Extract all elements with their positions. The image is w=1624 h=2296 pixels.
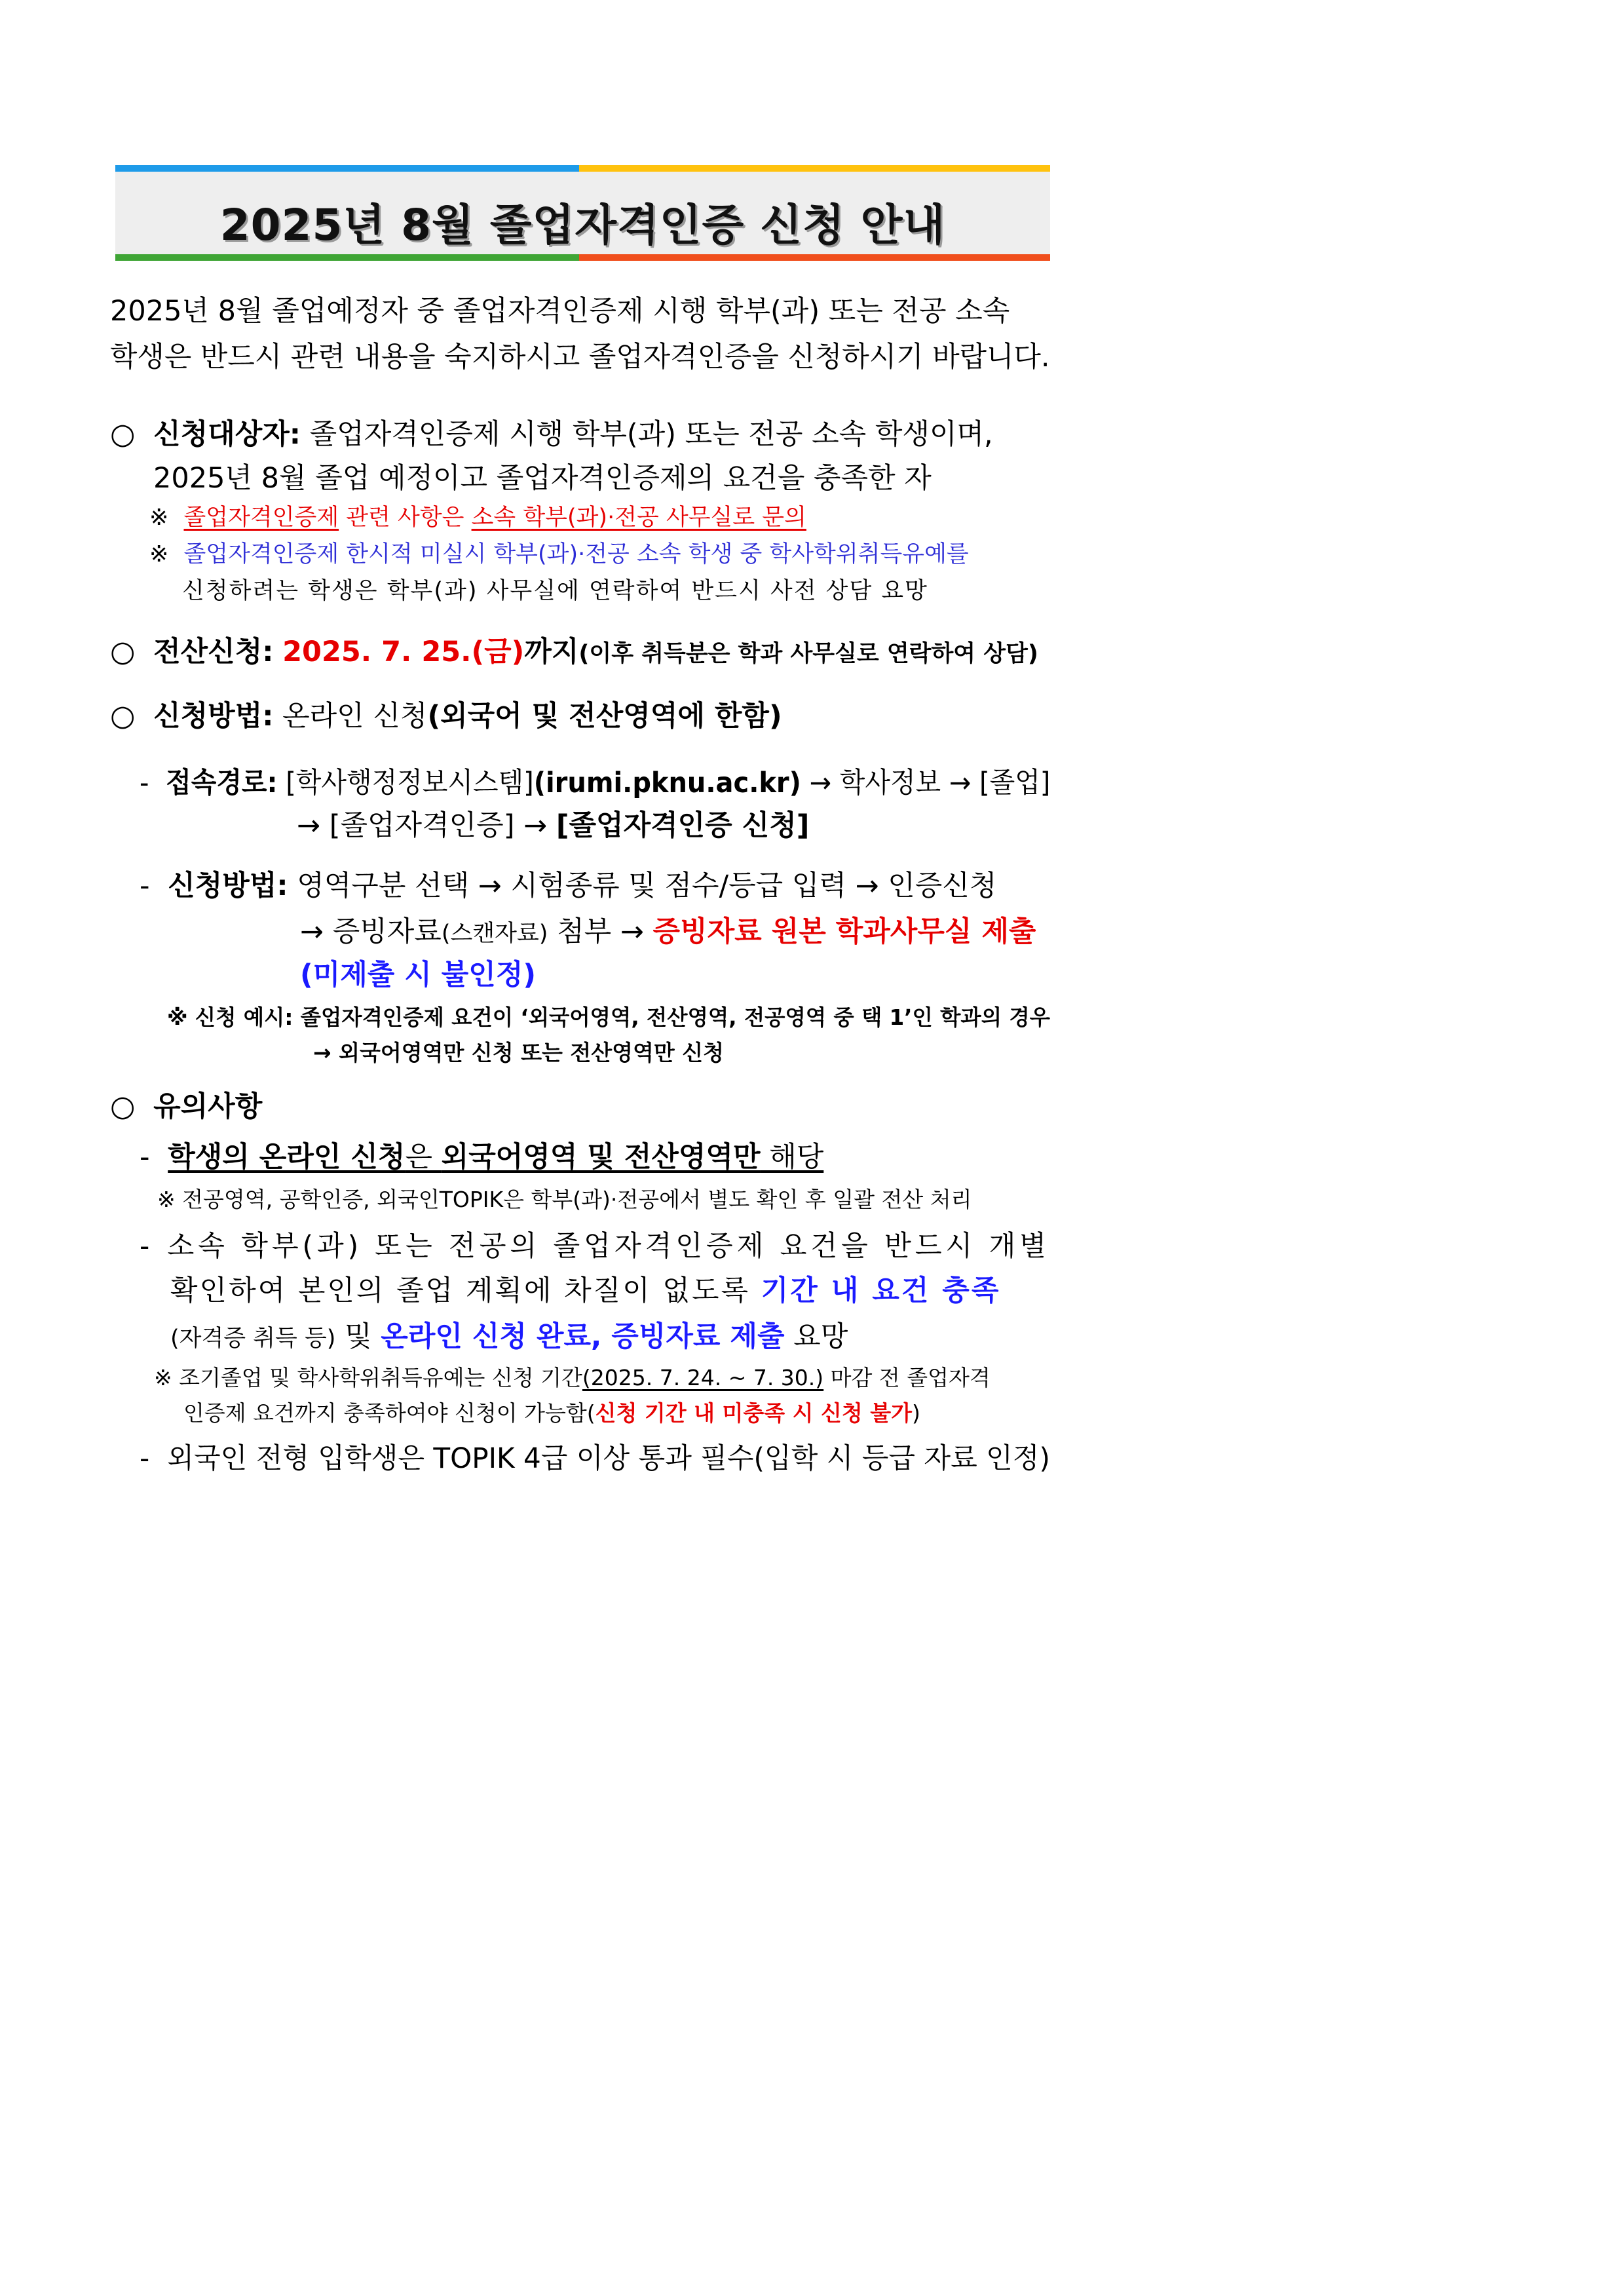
bullet-circle-icon: ○ <box>110 417 136 451</box>
page-title: 2025년 8월 졸업자격인증 신청 안내 <box>219 200 946 250</box>
procedure-evidence: → 증빙자료 <box>300 915 442 948</box>
notice-note-2-period: (2025. 7. 24. ~ 7. 30.) <box>582 1365 824 1390</box>
notice-note-1: ※ 전공영역, 공학인증, 외국인TOPIK은 학부(과)·전공에서 별도 확인 후 일괄 전산 처리 <box>157 1187 972 1212</box>
notice-item-2-line-3 <box>170 1317 848 1356</box>
notice-note-2-line-1 <box>154 1363 991 1393</box>
notice-item-2-small: (자격증 취득 등) <box>170 1326 336 1352</box>
procedure-label: 신청방법: <box>168 870 288 902</box>
access-path-1: → 학사정보 → [졸업] <box>809 767 1051 799</box>
notice-note-2-a: ※ 조기졸업 및 학사학위취득유예는 신청 기간 <box>154 1365 582 1390</box>
deadline-bullet <box>110 632 1038 672</box>
target-note-2-line2: 신청하려는 학생은 학부(과) 사무실에 연락하여 반드시 사전 상담 요망 <box>182 578 928 604</box>
procedure-line-2 <box>300 912 1036 951</box>
target-text-2: 2025년 8월 졸업 예정이고 졸업자격인증제의 요건을 충족한 자 <box>153 462 932 495</box>
notice-note-2-red: 신청 기간 내 미충족 시 신청 불가 <box>595 1400 912 1426</box>
notice-bullet <box>110 1087 262 1126</box>
method-paren: (외국어 및 전산영역에 한함) <box>427 700 782 733</box>
notice-item-1-b: 은 <box>405 1141 442 1174</box>
target-note-1-a: 졸업자격인증제 <box>183 505 339 531</box>
notice-item-2-line-1 <box>140 1227 1050 1266</box>
notice-item-2-line-2 <box>170 1271 1000 1311</box>
target-note-2-line1: 졸업자격인증제 한시적 미실시 학부(과)·전공 소속 학생 중 학사학위취득유예를 <box>183 541 969 567</box>
target-text-1: 졸업자격인증제 시행 학부(과) 또는 전공 소속 학생이며, <box>309 418 993 451</box>
deadline-date: 2025. 7. 25.(금) <box>282 636 525 668</box>
access-label: 접속경로: <box>166 767 278 799</box>
notice-label: 유의사항 <box>153 1090 263 1123</box>
notice-item-2-text-2: 확인하여 본인의 졸업 계획에 차질이 없도록 <box>170 1274 761 1307</box>
notice-item-2-blue-1: 기간 내 요건 충족 <box>761 1274 1001 1307</box>
procedure-attach: 첨부 → <box>548 915 653 948</box>
dash: - <box>140 767 149 799</box>
target-note-1 <box>149 502 806 533</box>
notice-item-2-text-1: 소속 학부(과) 또는 전공의 졸업자격인증제 요건을 반드시 개별 <box>167 1230 1050 1263</box>
note-mark-icon: ※ <box>149 505 169 531</box>
access-url: (irumi.pknu.ac.kr) <box>533 767 801 799</box>
target-note-2 <box>149 539 969 570</box>
intro-line-2: 학생은 반드시 관련 내용을 숙지하시고 졸업자격인증을 신청하시기 바랍니다. <box>110 341 1050 373</box>
deadline-suffix: 까지 <box>524 636 579 668</box>
notice-note-2-line-2 <box>183 1398 920 1428</box>
procedure-submit: 증빙자료 원본 학과사무실 제출 <box>652 915 1036 948</box>
access-path-2: → [졸업자격인증] → <box>297 809 556 842</box>
deadline-label: 전산신청: <box>153 636 274 668</box>
target-note-1-b: 관련 사항은 <box>339 505 472 531</box>
notice-item-3 <box>140 1439 1050 1478</box>
notice-item-2-end: 요망 <box>784 1320 848 1353</box>
dash: - <box>140 1141 150 1174</box>
example-line-1: ※ 신청 예시: 졸업자격인증제 요건이 ‘외국어영역, 전산영역, 전공영역 중 택 1’인 학과의 경우 <box>167 1004 1050 1030</box>
access-line-1 <box>140 763 1050 803</box>
dash: - <box>140 1230 150 1263</box>
title-bar-green <box>115 254 579 261</box>
bullet-circle-icon: ○ <box>110 1090 136 1123</box>
access-system: [학사행정정보시스템] <box>286 767 534 799</box>
dash: - <box>140 1442 150 1475</box>
target-label: 신청대상자: <box>153 418 301 451</box>
deadline-paren: (이후 취득분은 학과 사무실로 연락하여 상담) <box>578 641 1038 667</box>
notice-note-2-c: 인증제 요건까지 충족하여야 신청이 가능함( <box>183 1400 595 1426</box>
title-bar-blue <box>115 165 579 172</box>
method-text: 온라인 신청 <box>282 700 428 733</box>
title-bar-yellow <box>579 165 1050 172</box>
title-bar-orange <box>579 254 1050 261</box>
access-final: [졸업자격인증 신청] <box>556 809 810 842</box>
notice-item-1-c: 외국어영역 및 전산영역만 <box>441 1141 761 1174</box>
title-banner <box>115 165 1050 261</box>
method-bullet <box>110 697 782 736</box>
procedure-steps: 영역구분 선택 → 시험종류 및 점수/등급 입력 → 인증신청 <box>297 870 997 902</box>
notice-item-2-blue-2: 온라인 신청 완료, 증빙자료 제출 <box>381 1320 785 1353</box>
notice-item-1-a: 학생의 온라인 신청 <box>168 1141 406 1174</box>
dash: - <box>140 870 150 902</box>
procedure-warning: (미제출 시 불인정) <box>300 959 537 991</box>
access-line-2 <box>297 806 809 845</box>
notice-item-3-text: 외국인 전형 입학생은 TOPIK 4급 이상 통과 필수(입학 시 등급 자료 인정) <box>167 1442 1050 1475</box>
notice-item-1 <box>140 1138 823 1177</box>
procedure-scan: (스캔자료) <box>441 921 548 947</box>
example-line-2: → 외국어영역만 신청 또는 전산영역만 신청 <box>313 1040 725 1065</box>
bullet-circle-icon: ○ <box>110 699 136 733</box>
note-mark-icon: ※ <box>149 541 169 567</box>
bullet-circle-icon: ○ <box>110 635 136 668</box>
target-note-1-c: 소속 학부(과)·전공 사무실로 문의 <box>471 505 806 531</box>
procedure-line-1 <box>140 866 996 906</box>
notice-note-2-b: 마감 전 졸업자격 <box>823 1365 991 1390</box>
method-label: 신청방법: <box>153 700 274 733</box>
notice-item-1-d: 해당 <box>760 1141 824 1174</box>
notice-note-2-d: ) <box>912 1400 920 1426</box>
target-bullet <box>110 415 993 454</box>
notice-item-2-and: 및 <box>335 1320 381 1353</box>
intro-line-1: 2025년 8월 졸업예정자 중 졸업자격인증제 시행 학부(과) 또는 전공 소속 <box>110 295 1010 328</box>
